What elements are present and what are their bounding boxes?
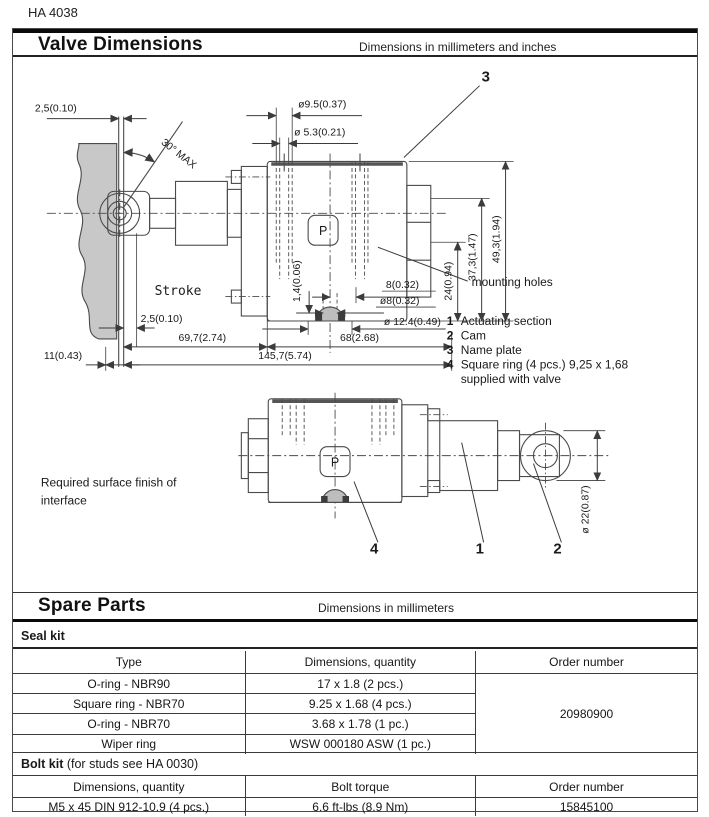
seal-kit-table bbox=[13, 651, 697, 754]
callout-3: 3 bbox=[481, 68, 490, 86]
seal-kit-row-type: O-ring - NBR90 bbox=[13, 673, 246, 693]
page-frame bbox=[12, 28, 698, 812]
svg-text:4: 4 bbox=[446, 357, 454, 372]
dim-angle: 30° MAX bbox=[158, 137, 199, 172]
svg-text:3: 3 bbox=[446, 342, 454, 357]
dimension-lines-bottom bbox=[354, 431, 605, 543]
seal-kit-label bbox=[13, 625, 697, 649]
bolt-kit-label-text: Bolt kit bbox=[21, 757, 64, 771]
port-label-bottom: P bbox=[330, 455, 340, 470]
valve-dimensions-title: Valve Dimensions bbox=[38, 34, 203, 55]
dim-9-5: ø9.5(0.37) bbox=[298, 99, 347, 111]
dim-49-3: 49,3(1.94) bbox=[491, 215, 503, 264]
seal-kit-row-dims: 9.25 x 1.68 (4 pcs.) bbox=[246, 693, 477, 713]
seal-kit-row-dims: WSW 000180 ASW (1 pc.) bbox=[246, 734, 477, 754]
dim-69-7: 69,7(2.74) bbox=[178, 332, 227, 344]
legend bbox=[447, 314, 629, 386]
bolt-kit-row-order: 15845100 bbox=[476, 797, 697, 816]
note-required-surface-1: Required surface finish of bbox=[40, 475, 177, 490]
svg-text:Actuating section: Actuating section bbox=[460, 313, 552, 328]
dim-8: 8(0.32) bbox=[385, 280, 420, 292]
svg-text:Name plate: Name plate bbox=[460, 342, 522, 357]
seal-kit-row-dims: 17 x 1.8 (2 pcs.) bbox=[246, 673, 477, 693]
dim-12-4: ø 12.4(0.49) bbox=[383, 316, 441, 328]
bolt-kit-header-order: Order number bbox=[549, 779, 624, 794]
seal-kit-order-number: 20980900 bbox=[476, 673, 697, 754]
dim-145-7: 145,7(5.74) bbox=[258, 350, 312, 362]
bolt-kit-label-note: (for studs see HA 0030) bbox=[66, 757, 199, 771]
seal-kit-row-type: Square ring - NBR70 bbox=[13, 693, 246, 713]
spare-parts-units-note: Dimensions in millimeters bbox=[318, 601, 455, 615]
bolt-kit-row-torque: 6.6 ft-lbs (8.9 Nm) bbox=[246, 797, 477, 816]
dim-24: 24(0.94) bbox=[443, 261, 455, 301]
callout-2: 2 bbox=[553, 540, 562, 558]
seal-kit-header-order: Order number bbox=[549, 655, 624, 669]
dim-22: ø 22(0.87) bbox=[580, 485, 592, 534]
bolt-kit-header-dimensions: Dimensions, quantity bbox=[13, 776, 246, 797]
bolt-kit-table bbox=[13, 775, 697, 816]
seal-kit-row-type: Wiper ring bbox=[13, 734, 246, 754]
callout-4: 4 bbox=[369, 540, 379, 558]
bolt-kit-row-dims: M5 x 45 DIN 912-10.9 (4 pcs.) bbox=[13, 797, 246, 816]
seal-kit-header-type: Type bbox=[13, 651, 246, 673]
dim-dia8: ø8(0.32) bbox=[379, 296, 420, 308]
dim-37-3: 37,3(1.47) bbox=[467, 233, 479, 282]
seal-kit-row-dims: 3.68 x 1.78 (1 pc.) bbox=[246, 713, 477, 733]
technical-drawing bbox=[13, 57, 699, 592]
bolt-kit-header-torque: Bolt torque bbox=[246, 776, 477, 797]
dim-68: 68(2.68) bbox=[340, 332, 379, 344]
svg-text:Square ring (4 pcs.) 9,25 x 1,: Square ring (4 pcs.) 9,25 x 1,68 bbox=[460, 357, 629, 372]
callout-1: 1 bbox=[475, 540, 484, 558]
dim-1-4: 1,4(0.06) bbox=[292, 260, 304, 303]
valve-top-view bbox=[238, 393, 611, 519]
bolt-kit-label bbox=[13, 752, 697, 775]
dim-2-5-bottom: 2,5(0.10) bbox=[140, 314, 183, 326]
label-stroke: Stroke bbox=[154, 284, 202, 300]
valve-dimensions-units-note: Dimensions in millimeters and inches bbox=[359, 40, 557, 54]
svg-text:2: 2 bbox=[446, 328, 454, 343]
doc-code: HA 4038 bbox=[28, 5, 78, 20]
svg-text:1: 1 bbox=[446, 313, 454, 328]
seal-kit-header-dimensions: Dimensions, quantity bbox=[246, 651, 477, 673]
note-required-surface-2: interface bbox=[40, 493, 87, 508]
svg-text:supplied with valve: supplied with valve bbox=[460, 371, 562, 386]
note-mounting-holes: mounting holes bbox=[471, 275, 553, 290]
spare-parts-title: Spare Parts bbox=[38, 595, 146, 616]
cam-wall bbox=[77, 144, 116, 339]
port-label-top: P bbox=[318, 224, 328, 239]
valve-dimensions-header bbox=[13, 29, 697, 57]
seal-kit-row-type: O-ring - NBR70 bbox=[13, 713, 246, 733]
svg-text:Cam: Cam bbox=[460, 328, 486, 343]
spare-parts-header bbox=[13, 592, 697, 622]
dim-2-5-top: 2,5(0.10) bbox=[34, 103, 77, 115]
dim-11: 11(0.43) bbox=[43, 350, 83, 362]
seal-kit-label-text: Seal kit bbox=[21, 629, 65, 643]
dim-5-3: ø 5.3(0.21) bbox=[294, 127, 346, 139]
